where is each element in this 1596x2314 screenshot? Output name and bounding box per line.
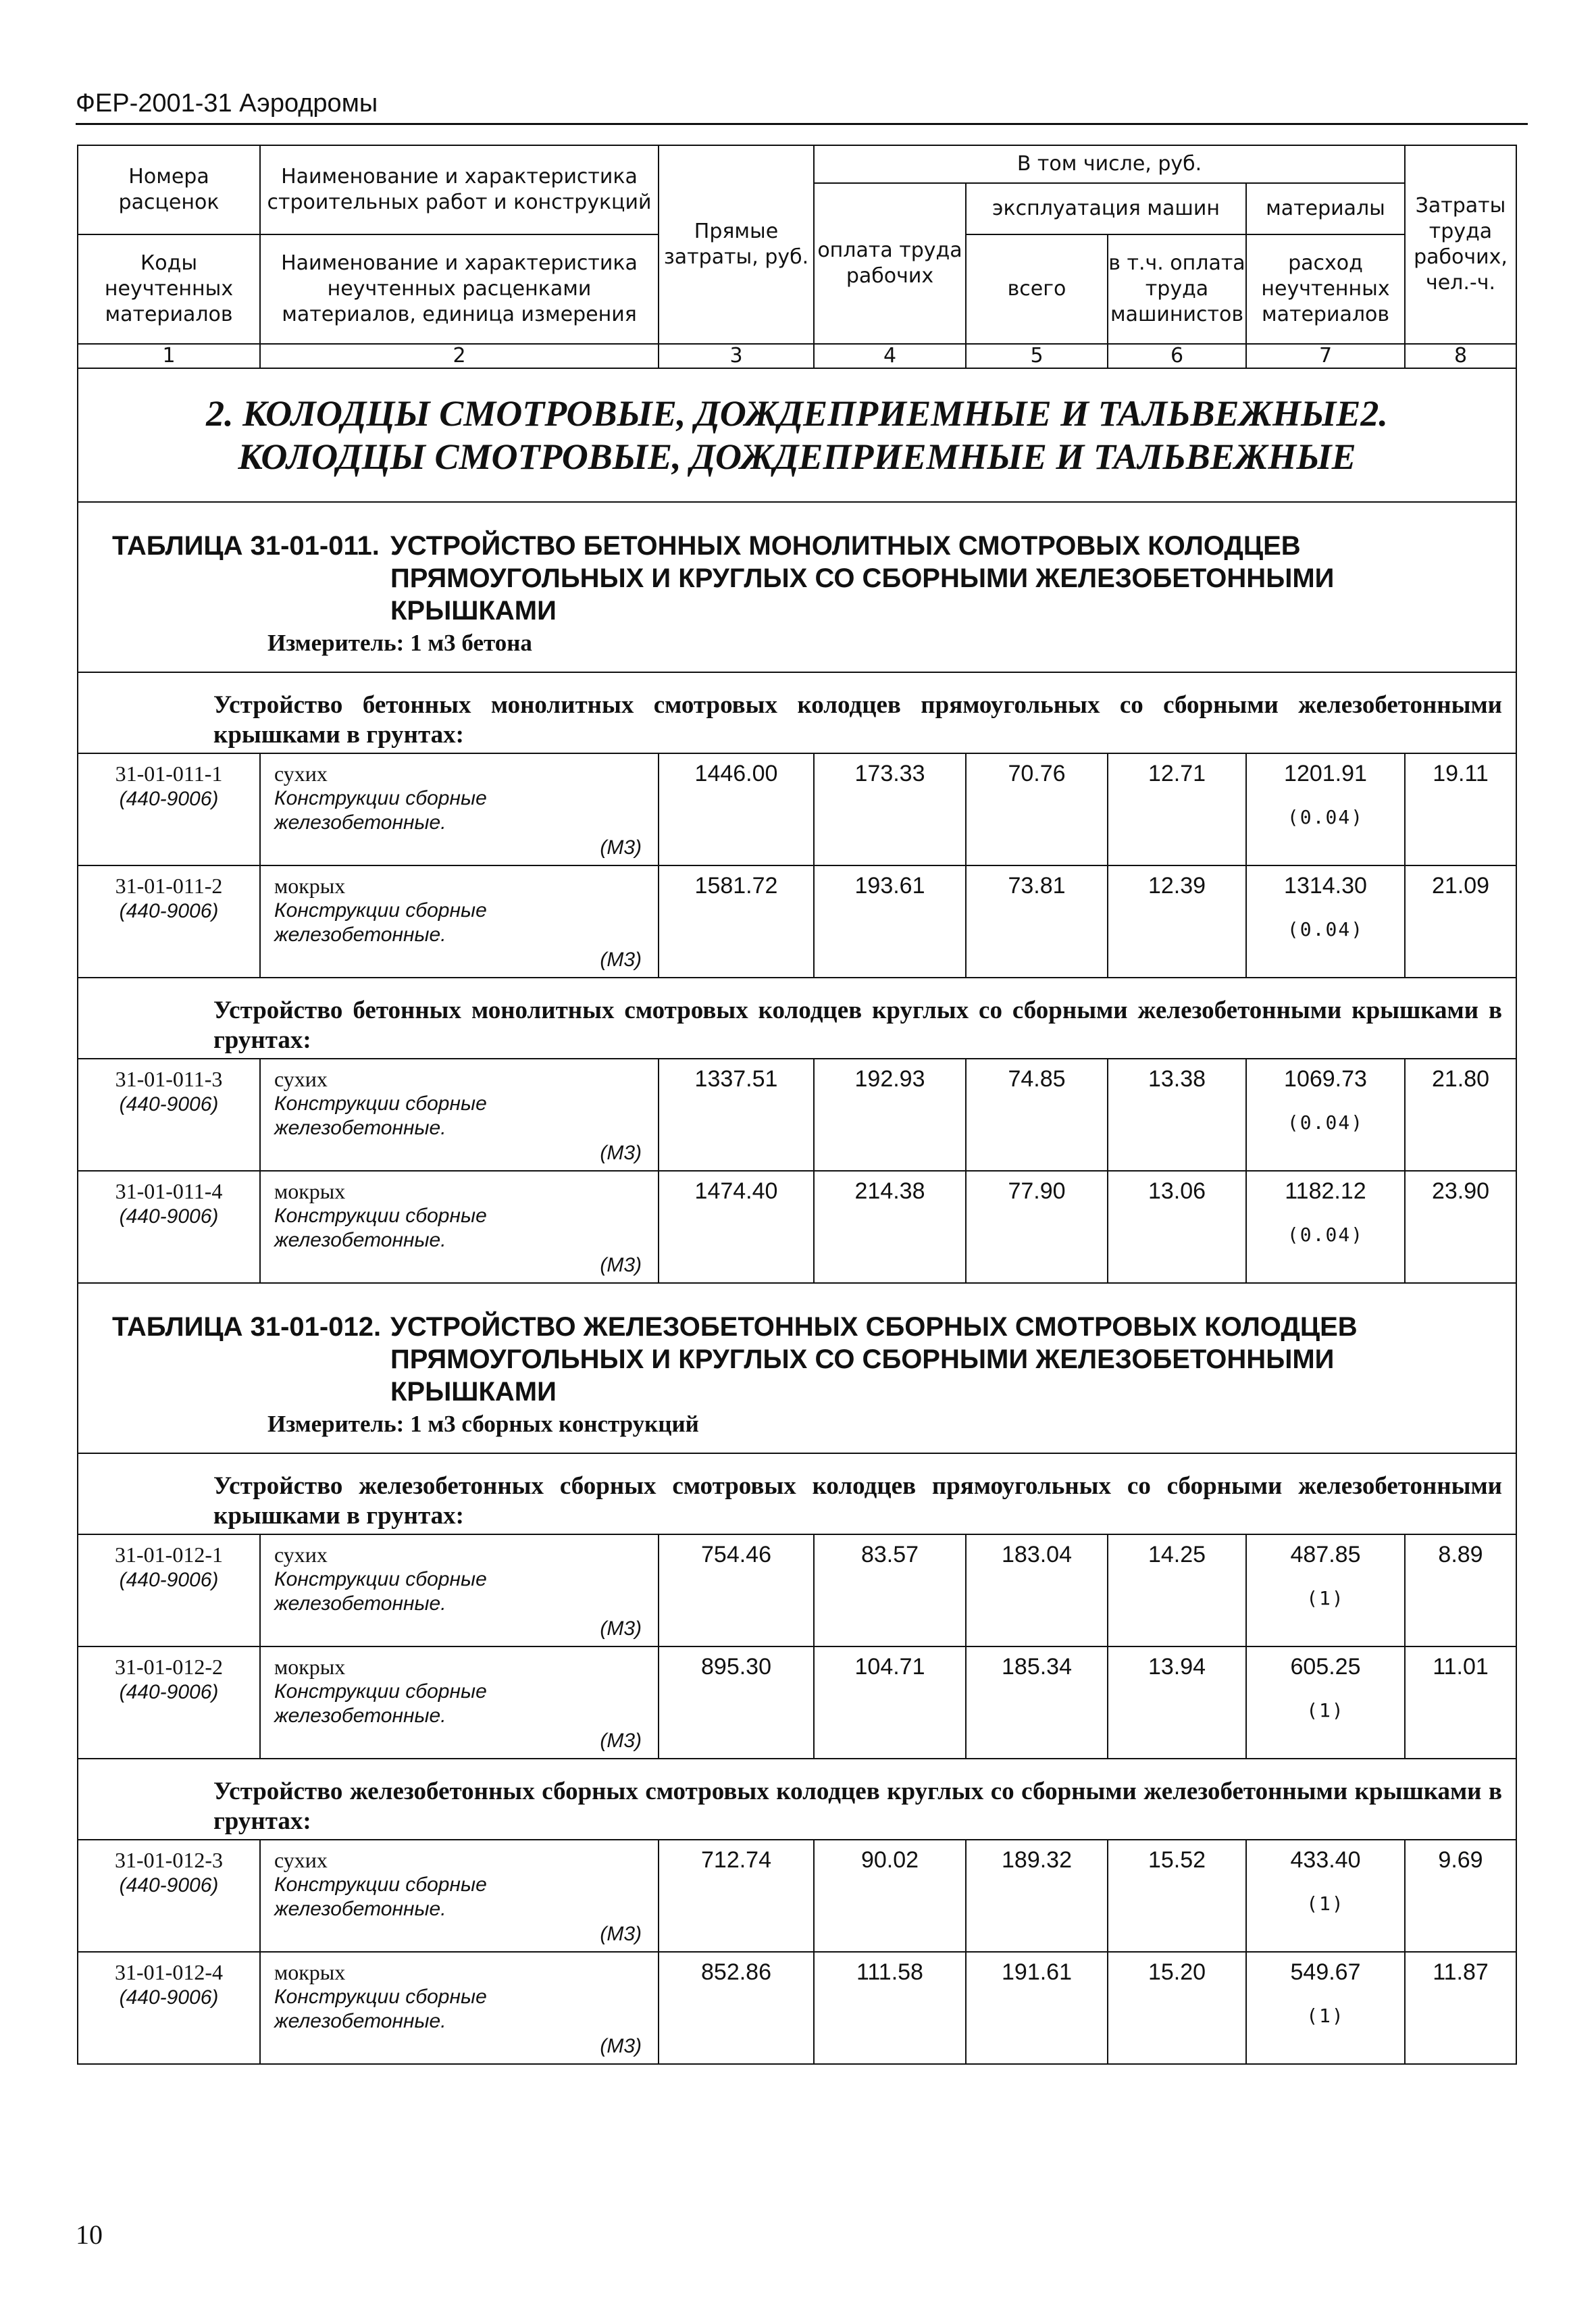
work-name: мокрых: [274, 874, 346, 898]
work-name-cell: [260, 1534, 659, 1646]
table-row: [78, 1171, 1516, 1283]
work-name: сухих: [274, 1542, 328, 1567]
table-name: УСТРОЙСТВО БЕТОННЫХ МОНОЛИТНЫХ СМОТРОВЫХ КОЛОДЦЕВ ПРЯМОУГОЛЬНЫХ И КРУГЛЫХ СО СБОРНЫМИ ЖЕЛЕЗОБЕТОННЫМИ КРЫШКАМИ: [390, 531, 1335, 626]
operator-wages: 15.20: [1108, 1952, 1246, 2064]
rate-code: 31-01-011-4: [115, 1179, 223, 1203]
operator-wages: 13.38: [1108, 1059, 1246, 1171]
rate-code-cell: [78, 753, 260, 865]
rate-code-cell: [78, 1952, 260, 2064]
wages: 111.58: [814, 1952, 966, 2064]
operator-wages: 13.06: [1108, 1171, 1246, 1283]
material-quantity: (0.04): [1287, 806, 1364, 828]
material-unit: (М3): [600, 1617, 642, 1640]
col-direct-costs: Прямые затраты, руб.: [659, 145, 814, 344]
material-name: Конструкции сборные железобетонные.: [274, 1873, 487, 1920]
material-quantity: (1): [1306, 1892, 1345, 1915]
material-quantity: (1): [1306, 1699, 1345, 1721]
material-code: (440-9006): [119, 1986, 219, 2009]
group-row: [78, 1759, 1516, 1840]
material-code: (440-9006): [119, 788, 219, 810]
material-code: (440-9006): [119, 1874, 219, 1896]
material-name: Конструкции сборные железобетонные.: [274, 787, 487, 834]
operator-wages: 15.52: [1108, 1840, 1246, 1952]
table-row: [78, 865, 1516, 978]
material-name: Конструкции сборные железобетонные.: [274, 1205, 487, 1251]
col-materials: материалы: [1246, 183, 1405, 234]
materials-cell: [1246, 1171, 1405, 1283]
col-rate-number: Номера расценок: [78, 145, 260, 234]
material-name: Конструкции сборные железобетонные.: [274, 1680, 487, 1727]
wages: 214.38: [814, 1171, 966, 1283]
work-name-cell: [260, 865, 659, 978]
machines-total: 183.04: [966, 1534, 1108, 1646]
labor-costs: 11.01: [1405, 1646, 1516, 1759]
work-name: сухих: [274, 761, 328, 786]
rate-code: 31-01-012-2: [115, 1655, 223, 1679]
rate-code: 31-01-011-1: [115, 761, 223, 786]
group-row: [78, 1453, 1516, 1534]
group-row: [78, 672, 1516, 753]
direct-costs: 1337.51: [659, 1059, 814, 1171]
materials-cost: 605.25: [1290, 1654, 1361, 1680]
col-operator-wages: в т.ч. оплата труда машинистов: [1108, 234, 1246, 344]
labor-costs: 23.90: [1405, 1171, 1516, 1283]
work-name-cell: [260, 1059, 659, 1171]
col-material-codes: Коды неучтенных материалов: [78, 234, 260, 344]
materials-cost: 1182.12: [1285, 1178, 1366, 1204]
col-machines: эксплуатация машин: [966, 183, 1246, 234]
material-unit: (М3): [600, 1142, 642, 1164]
wages: 193.61: [814, 865, 966, 978]
direct-costs: 754.46: [659, 1534, 814, 1646]
material-name: Конструкции сборные железобетонные.: [274, 1986, 487, 2032]
wages: 192.93: [814, 1059, 966, 1171]
group-title: Устройство бетонных монолитных смотровых колодцев прямоугольных со сборными железобетонными крышками в грунтах:: [78, 672, 1516, 753]
material-unit: (М3): [600, 1923, 642, 1945]
machines-total: 189.32: [966, 1840, 1108, 1952]
material-quantity: (1): [1306, 2005, 1345, 2027]
machines-total: 77.90: [966, 1171, 1108, 1283]
table-row: [78, 1534, 1516, 1646]
col-work-name: Наименование и характеристика строительных работ и конструкций: [260, 145, 659, 234]
column-numbers-row: 1 2 3 4 5 6 7 8: [78, 344, 1516, 368]
table-title-row: [78, 502, 1516, 672]
rate-code: 31-01-011-2: [115, 874, 223, 898]
work-name-cell: [260, 753, 659, 865]
work-name-cell: [260, 1952, 659, 2064]
material-quantity: (1): [1306, 1587, 1345, 1609]
table-row: [78, 1840, 1516, 1952]
machines-total: 185.34: [966, 1646, 1108, 1759]
material-quantity: (0.04): [1287, 1224, 1364, 1246]
material-unit: (М3): [600, 949, 642, 971]
labor-costs: 8.89: [1405, 1534, 1516, 1646]
document-title: ФЕР-2001-31 Аэродромы: [76, 89, 378, 118]
rate-code-cell: [78, 1059, 260, 1171]
operator-wages: 14.25: [1108, 1534, 1246, 1646]
direct-costs: 852.86: [659, 1952, 814, 2064]
work-name: сухих: [274, 1067, 328, 1091]
material-code: (440-9006): [119, 900, 219, 922]
material-name: Конструкции сборные железобетонные.: [274, 1568, 487, 1615]
wages: 104.71: [814, 1646, 966, 1759]
rate-code: 31-01-011-3: [115, 1067, 223, 1091]
work-name: мокрых: [274, 1655, 346, 1679]
material-unit: (М3): [600, 2035, 642, 2057]
table-meter: Измеритель: 1 м3 сборных конструкций: [267, 1411, 699, 1437]
materials-cost: 1201.91: [1284, 761, 1367, 786]
rate-code-cell: [78, 865, 260, 978]
material-unit: (М3): [600, 1730, 642, 1752]
materials-cost: 549.67: [1290, 1959, 1361, 1985]
rate-code: 31-01-012-3: [115, 1848, 223, 1872]
table-title: [78, 502, 1516, 672]
material-quantity: (0.04): [1287, 1111, 1364, 1134]
labor-costs: 19.11: [1405, 753, 1516, 865]
table-row: [78, 1059, 1516, 1171]
col-material-use: расход неучтенных материалов: [1246, 234, 1405, 344]
materials-cell: [1246, 753, 1405, 865]
materials-cost: 487.85: [1290, 1542, 1361, 1567]
materials-cell: [1246, 1952, 1405, 2064]
work-name-cell: [260, 1646, 659, 1759]
col-material-name: Наименование и характеристика неучтенных расценками материалов, единица измерения: [260, 234, 659, 344]
group-title: Устройство бетонных монолитных смотровых колодцев круглых со сборными железобетонными крышками в грунтах:: [78, 978, 1516, 1059]
materials-cost: 433.40: [1290, 1847, 1361, 1873]
material-code: (440-9006): [119, 1093, 219, 1115]
direct-costs: 895.30: [659, 1646, 814, 1759]
table-meter: Измеритель: 1 м3 бетона: [267, 630, 532, 656]
work-name: сухих: [274, 1848, 328, 1872]
work-name: мокрых: [274, 1960, 346, 1984]
col-labor-costs: Затраты труда рабочих, чел.-ч.: [1405, 145, 1516, 344]
material-unit: (М3): [600, 1254, 642, 1276]
group-title: Устройство железобетонных сборных смотровых колодцев круглых со сборными железобетонными крышками в грунтах:: [78, 1759, 1516, 1840]
direct-costs: 1581.72: [659, 865, 814, 978]
operator-wages: 13.94: [1108, 1646, 1246, 1759]
table-row: [78, 1952, 1516, 2064]
material-quantity: (0.04): [1287, 918, 1364, 940]
materials-cell: [1246, 1059, 1405, 1171]
operator-wages: 12.39: [1108, 865, 1246, 978]
table-label: ТАБЛИЦА 31-01-012.: [112, 1312, 382, 1342]
table-name: УСТРОЙСТВО ЖЕЛЕЗОБЕТОННЫХ СБОРНЫХ СМОТРОВЫХ КОЛОДЦЕВ ПРЯМОУГОЛЬНЫХ И КРУГЛЫХ СО СБОРНЫМИ ЖЕЛЕЗОБЕТОННЫМИ КРЫШКАМИ: [390, 1312, 1358, 1407]
work-name-cell: [260, 1171, 659, 1283]
rate-code-cell: [78, 1840, 260, 1952]
labor-costs: 21.80: [1405, 1059, 1516, 1171]
rate-code-cell: [78, 1534, 260, 1646]
rates-table: [77, 145, 1517, 2065]
materials-cell: [1246, 1646, 1405, 1759]
operator-wages: 12.71: [1108, 753, 1246, 865]
table-label: ТАБЛИЦА 31-01-011.: [112, 531, 380, 561]
table-body: [78, 368, 1516, 2064]
table-title: [78, 1283, 1516, 1453]
col-machines-total: всего: [966, 234, 1108, 344]
rate-code: 31-01-012-4: [115, 1960, 223, 1984]
material-code: (440-9006): [119, 1681, 219, 1703]
machines-total: 74.85: [966, 1059, 1108, 1171]
materials-cost: 1314.30: [1284, 873, 1367, 899]
wages: 90.02: [814, 1840, 966, 1952]
materials-cost: 1069.73: [1284, 1066, 1367, 1092]
group-row: [78, 978, 1516, 1059]
work-name: мокрых: [274, 1179, 346, 1203]
page-number: 10: [76, 2219, 103, 2250]
rate-code-cell: [78, 1171, 260, 1283]
table-header: [78, 145, 1516, 368]
material-code: (440-9006): [119, 1205, 219, 1228]
machines-total: 70.76: [966, 753, 1108, 865]
labor-costs: 9.69: [1405, 1840, 1516, 1952]
table-row: [78, 1646, 1516, 1759]
table-row: [78, 753, 1516, 865]
direct-costs: 712.74: [659, 1840, 814, 1952]
direct-costs: 1446.00: [659, 753, 814, 865]
labor-costs: 21.09: [1405, 865, 1516, 978]
wages: 83.57: [814, 1534, 966, 1646]
rate-code: 31-01-012-1: [115, 1542, 223, 1567]
materials-cell: [1246, 1840, 1405, 1952]
materials-cell: [1246, 1534, 1405, 1646]
material-unit: (М3): [600, 836, 642, 859]
direct-costs: 1474.40: [659, 1171, 814, 1283]
material-name: Конструкции сборные железобетонные.: [274, 899, 487, 946]
col-group-including: В том числе, руб.: [814, 145, 1405, 183]
wages: 173.33: [814, 753, 966, 865]
work-name-cell: [260, 1840, 659, 1952]
rate-code-cell: [78, 1646, 260, 1759]
section-title: 2. КОЛОДЦЫ СМОТРОВЫЕ, ДОЖДЕПРИЕМНЫЕ И ТАЛЬВЕЖНЫЕ2. КОЛОДЦЫ СМОТРОВЫЕ, ДОЖДЕПРИЕМНЫЕ И ТАЛЬВЕЖНЫЕ: [78, 368, 1516, 502]
machines-total: 191.61: [966, 1952, 1108, 2064]
table-title-row: [78, 1283, 1516, 1453]
page-header: [76, 86, 1528, 125]
material-code: (440-9006): [119, 1569, 219, 1591]
machines-total: 73.81: [966, 865, 1108, 978]
materials-cell: [1246, 865, 1405, 978]
labor-costs: 11.87: [1405, 1952, 1516, 2064]
material-name: Конструкции сборные железобетонные.: [274, 1092, 487, 1139]
col-wages: оплата труда рабочих: [814, 183, 966, 344]
group-title: Устройство железобетонных сборных смотровых колодцев прямоугольных со сборными железобетонными крышками в грунтах:: [78, 1453, 1516, 1534]
